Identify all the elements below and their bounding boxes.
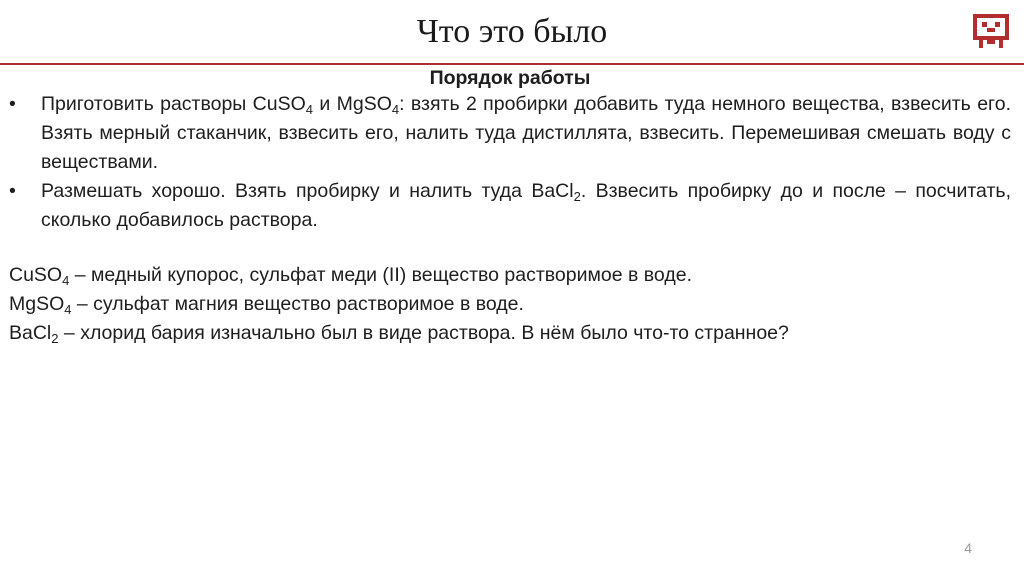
formula: CuSO — [9, 264, 63, 286]
step-text: : взять 2 пробирки добавить туда немного вещества, взвесить его. Взять мерный стаканчик, взвесить его, налить туда дистиллята, взвесить. Перемешивая смешать воду с веществами. — [41, 93, 1011, 173]
note-text: – сульфат магния вещество растворимое в воде. — [71, 293, 524, 315]
section-subtitle: Порядок работы — [429, 67, 591, 89]
page-number: 4 — [964, 540, 972, 556]
list-item — [9, 90, 1011, 177]
title-divider — [0, 63, 1024, 65]
note-text: – медный купорос, сульфат меди (II) вещество растворимое в воде. — [69, 264, 692, 286]
step-text: и MgSO — [313, 93, 392, 115]
formula: BaCl — [9, 322, 52, 344]
subscript: 4 — [62, 273, 70, 288]
subscript: 2 — [51, 331, 59, 346]
step-text: . Взвесить пробирку до и после – посчитать, сколько добавилось раствора. — [41, 180, 1011, 231]
spacer — [9, 235, 1011, 261]
bullet-icon: • — [9, 93, 16, 115]
subscript: 4 — [391, 102, 400, 117]
red-pixel-robot-logo-icon — [971, 12, 1011, 52]
note-line — [9, 290, 1011, 319]
step-text: Приготовить растворы CuSO — [41, 93, 306, 115]
slide-body — [9, 66, 1011, 348]
steps-list — [9, 90, 1011, 235]
step-text: Размешать хорошо. Взять пробирку и налить туда BaCl — [41, 180, 574, 202]
list-item — [9, 177, 1011, 235]
note-text: – хлорид бария изначально был в виде раствора. В нём было что-то странное? — [58, 322, 789, 344]
subscript: 2 — [573, 189, 581, 204]
note-line — [9, 319, 1011, 348]
slide-title: Что это было — [416, 13, 608, 50]
bullet-icon: • — [9, 180, 16, 202]
formula: MgSO — [9, 293, 65, 315]
subscript: 4 — [305, 102, 314, 117]
subscript: 4 — [64, 302, 72, 317]
note-line — [9, 261, 1011, 290]
